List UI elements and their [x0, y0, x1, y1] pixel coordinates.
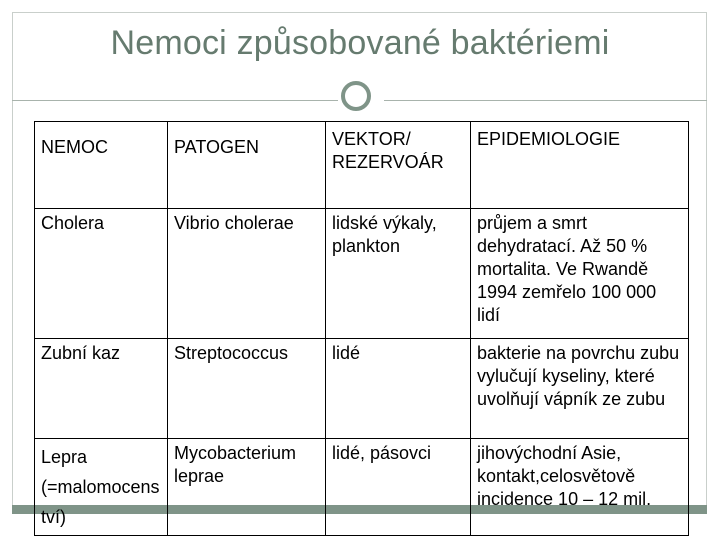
header-vector-reservoir: VEKTOR/ REZERVOÁR — [326, 122, 471, 209]
header-epidemiology: EPIDEMIOLOGIE — [471, 122, 689, 209]
cell-vector: lidé — [326, 339, 471, 439]
header-pathogen: PATOGEN — [168, 122, 326, 209]
table-row — [35, 439, 689, 536]
table-row — [35, 209, 689, 339]
slide-title: Nemoci způsobované baktériemi — [110, 24, 610, 62]
cell-epidemiology: průjem a smrt dehydratací. Až 50 % mortalita. Ve Rwandě 1994 zemřelo 100 000 lidí — [471, 209, 689, 339]
cell-disease: Zubní kaz — [35, 339, 168, 439]
table-header-row — [35, 122, 689, 209]
cell-epidemiology: jihovýchodní Asie, kontakt,celosvětově incidence 10 – 12 mil. — [471, 439, 689, 536]
title-divider-left — [12, 100, 338, 101]
disease-table — [34, 121, 689, 536]
cell-pathogen: Streptococcus — [168, 339, 326, 439]
cell-epidemiology: bakterie na povrchu zubu vylučují kyseliny, které uvolňují vápník ze zubu — [471, 339, 689, 439]
cell-pathogen: Mycobacterium leprae — [168, 439, 326, 536]
cell-pathogen: Vibrio cholerae — [168, 209, 326, 339]
circle-ornament-icon — [341, 81, 371, 111]
title-divider-right — [384, 100, 707, 101]
cell-vector: lidské výkaly, plankton — [326, 209, 471, 339]
header-disease: NEMOC — [35, 122, 168, 209]
cell-vector: lidé, pásovci — [326, 439, 471, 536]
table-row — [35, 339, 689, 439]
cell-disease: Cholera — [35, 209, 168, 339]
cell-disease: Lepra (=malomocenství) — [35, 439, 168, 536]
